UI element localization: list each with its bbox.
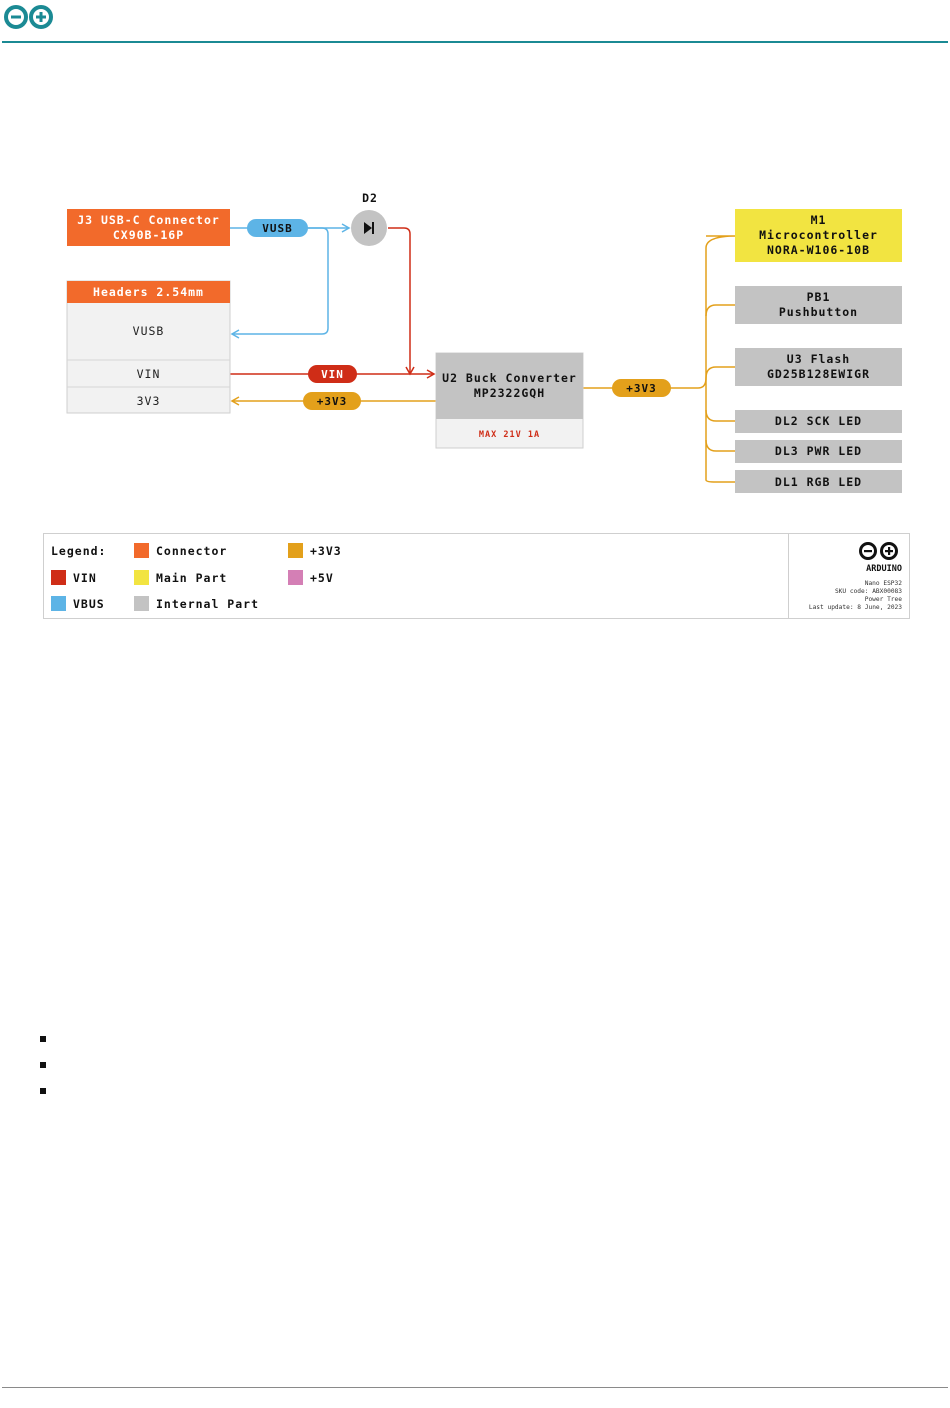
v3v3-left-text: +3V3 (316, 395, 348, 408)
m1-microcontroller (735, 209, 902, 262)
header-pin-vin: VIN (136, 367, 161, 381)
legend-info-board: Nano ESP32 (864, 580, 902, 587)
legend-swatch-vin (51, 570, 66, 585)
legend-info-date: Last update: 8 June, 2023 (808, 604, 902, 611)
legend-label-3v3: +3V3 (310, 544, 342, 558)
d2-label: D2 (362, 191, 378, 205)
vusb-net-label (247, 219, 308, 237)
legend (44, 534, 910, 619)
bullet-marker (40, 1062, 46, 1068)
legend-label-internal-part: Internal Part (156, 597, 260, 611)
power-tree-diagram (0, 0, 950, 640)
m1-line1: M1 (810, 213, 827, 227)
footer-rule (2, 1387, 948, 1388)
u3-line2: GD25B128EWIGR (766, 367, 871, 381)
dl1-rgb-led (735, 470, 902, 493)
vin-net-text: VIN (321, 368, 344, 381)
legend-brand: ARDUINO (866, 564, 902, 574)
vbus-wires (230, 228, 349, 334)
v3v3-net-label-left (303, 392, 361, 410)
vin-net-label (308, 365, 357, 383)
vin-wires (230, 228, 434, 374)
v3v3-right-text: +3V3 (626, 382, 657, 395)
vusb-net-text: VUSB (262, 222, 293, 235)
legend-info-sku: SKU code: ABX00083 (834, 588, 902, 595)
j3-usb-c-connector (67, 209, 230, 246)
legend-swatch-main-part (134, 570, 149, 585)
bullet-marker (40, 1036, 46, 1042)
legend-swatch-internal-part (134, 596, 149, 611)
legend-label-connector: Connector (156, 544, 228, 558)
pb1-line1: PB1 (806, 290, 831, 304)
legend-swatch-3v3 (288, 543, 303, 558)
dl1-label: DL1 RGB LED (774, 475, 863, 489)
legend-label-vbus: VBUS (73, 597, 105, 611)
j3-line1: J3 USB-C Connector (77, 213, 220, 227)
dl2-label: DL2 SCK LED (774, 414, 863, 428)
u2-buck-converter (436, 353, 583, 448)
u2-note: MAX 21V 1A (478, 430, 541, 440)
header-pin-vusb: VUSB (132, 324, 165, 338)
headers-block (67, 281, 230, 413)
u3-line1: U3 Flash (786, 352, 851, 366)
u2-line2: MP2322GQH (473, 386, 546, 400)
u2-line1: U2 Buck Converter (442, 371, 577, 385)
legend-swatch-5v (288, 570, 303, 585)
m1-line2: Microcontroller (759, 228, 878, 242)
dl3-label: DL3 PWR LED (774, 444, 863, 458)
pb1-line2: Pushbutton (778, 305, 859, 319)
legend-label-main-part: Main Part (156, 571, 228, 585)
m1-line3: NORA-W106-10B (766, 243, 871, 257)
legend-swatch-connector (134, 543, 149, 558)
d2-diode (351, 191, 387, 246)
v3v3-net-label-right (612, 379, 671, 397)
dl3-pwr-led (735, 440, 902, 463)
legend-title: Legend: (51, 544, 107, 558)
pb1-pushbutton (735, 286, 902, 324)
j3-line2: CX90B-16P (112, 228, 185, 242)
legend-label-vin: VIN (73, 571, 97, 585)
headers-title: Headers 2.54mm (93, 285, 204, 299)
legend-info-title: Power Tree (864, 596, 902, 603)
dl2-sck-led (735, 410, 902, 433)
legend-label-5v: +5V (310, 571, 334, 585)
legend-swatch-vbus (51, 596, 66, 611)
u3-flash (735, 348, 902, 386)
header-pin-3v3: 3V3 (136, 394, 161, 408)
bullet-marker (40, 1088, 46, 1094)
